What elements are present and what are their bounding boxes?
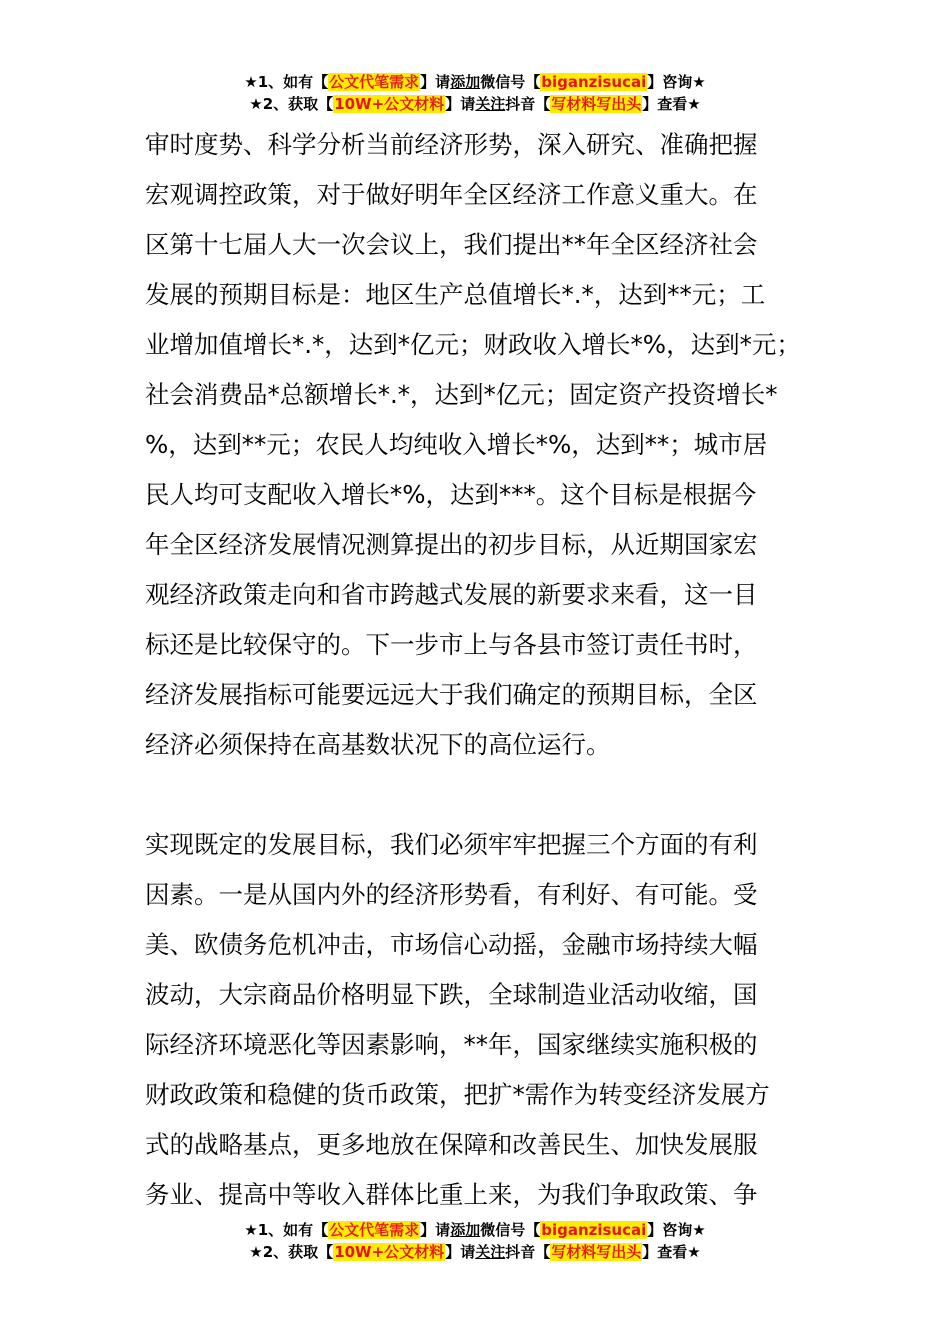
banner-line-2: ★2、获取【10W+公文材料】请关注抖音【写材料写出头】查看★ (249, 1243, 701, 1261)
text-line: 际经济环境恶化等因素影响，**年，国家继续实施积极的 (145, 1030, 758, 1059)
text-line: 宏观调控政策，对于做好明年全区经济工作意义重大。在 (145, 180, 758, 209)
text-line: 业增加值增长*.*，达到*亿元；财政收入增长*%，达到*元； (145, 330, 801, 359)
text-line: 务业、提高中等收入群体比重上来，为我们争取政策、争 (145, 1180, 758, 1209)
text-line: 财政政策和稳健的货币政策，把扩*需作为转变经济发展方 (145, 1080, 770, 1109)
text-line: 审时度势、科学分析当前经济形势，深入研究、准确把握 (145, 130, 758, 159)
banner-line-1: ★1、如有【公文代笔需求】请添加微信号【biganzisucai】咨询★ (244, 1221, 706, 1239)
text-line: 观经济政策走向和省市跨越式发展的新要求来看，这一目 (145, 580, 758, 609)
text-line: 社会消费品*总额增长*.*，达到*亿元；固定资产投资增长* (145, 380, 778, 409)
paragraph-1 (145, 120, 825, 770)
text-line: 经济必须保持在高基数状况下的高位运行。 (145, 730, 611, 759)
paragraph-2 (145, 820, 825, 1220)
paragraph-gap (145, 770, 825, 820)
text-line: 年全区经济发展情况测算提出的初步目标，从近期国家宏 (145, 530, 758, 559)
text-line: 因素。一是从国内外的经济形势看，有利好、有可能。受 (145, 880, 758, 909)
highlight-douyin: 写材料写出头 (551, 1243, 642, 1261)
document-body (145, 120, 825, 1220)
text-line: 波动，大宗商品价格明显下跌，全球制造业活动收缩，国 (145, 980, 758, 1009)
banner-line-2: ★2、获取【10W+公文材料】请关注抖音【写材料写出头】查看★ (249, 95, 701, 113)
banner-line-1: ★1、如有【公文代笔需求】请添加微信号【biganzisucai】咨询★ (244, 73, 706, 91)
highlight-wechat-id: biganzisucai (541, 1221, 647, 1239)
text-line: 发展的预期目标是：地区生产总值增长*.*，达到**元；工 (145, 280, 766, 309)
highlight-service: 公文代笔需求 (329, 1221, 420, 1239)
text-line: 区第十七届人大一次会议上，我们提出**年全区经济社会 (145, 230, 758, 259)
highlight-douyin: 写材料写出头 (551, 95, 642, 113)
text-line: %，达到**元；农民人均纯收入增长*%，达到**；城市居 (145, 430, 768, 459)
highlight-wechat-id: biganzisucai (541, 73, 647, 91)
header-banner (0, 71, 950, 115)
highlight-materials: 10W+公文材料 (334, 1243, 445, 1261)
text-line: 美、欧债务危机冲击，市场信心动摇，金融市场持续大幅 (145, 930, 758, 959)
text-line: 式的战略基点，更多地放在保障和改善民生、加快发展服 (145, 1130, 758, 1159)
text-line: 实现既定的发展目标，我们必须牢牢把握三个方面的有利 (145, 830, 758, 859)
text-line: 民人均可支配收入增长*%，达到***。这个目标是根据今 (145, 480, 757, 509)
text-line: 经济发展指标可能要远远大于我们确定的预期目标，全区 (145, 680, 758, 709)
footer-banner (0, 1219, 950, 1263)
highlight-materials: 10W+公文材料 (334, 95, 445, 113)
highlight-service: 公文代笔需求 (329, 73, 420, 91)
text-line: 标还是比较保守的。下一步市上与各县市签订责任书时， (145, 630, 758, 659)
